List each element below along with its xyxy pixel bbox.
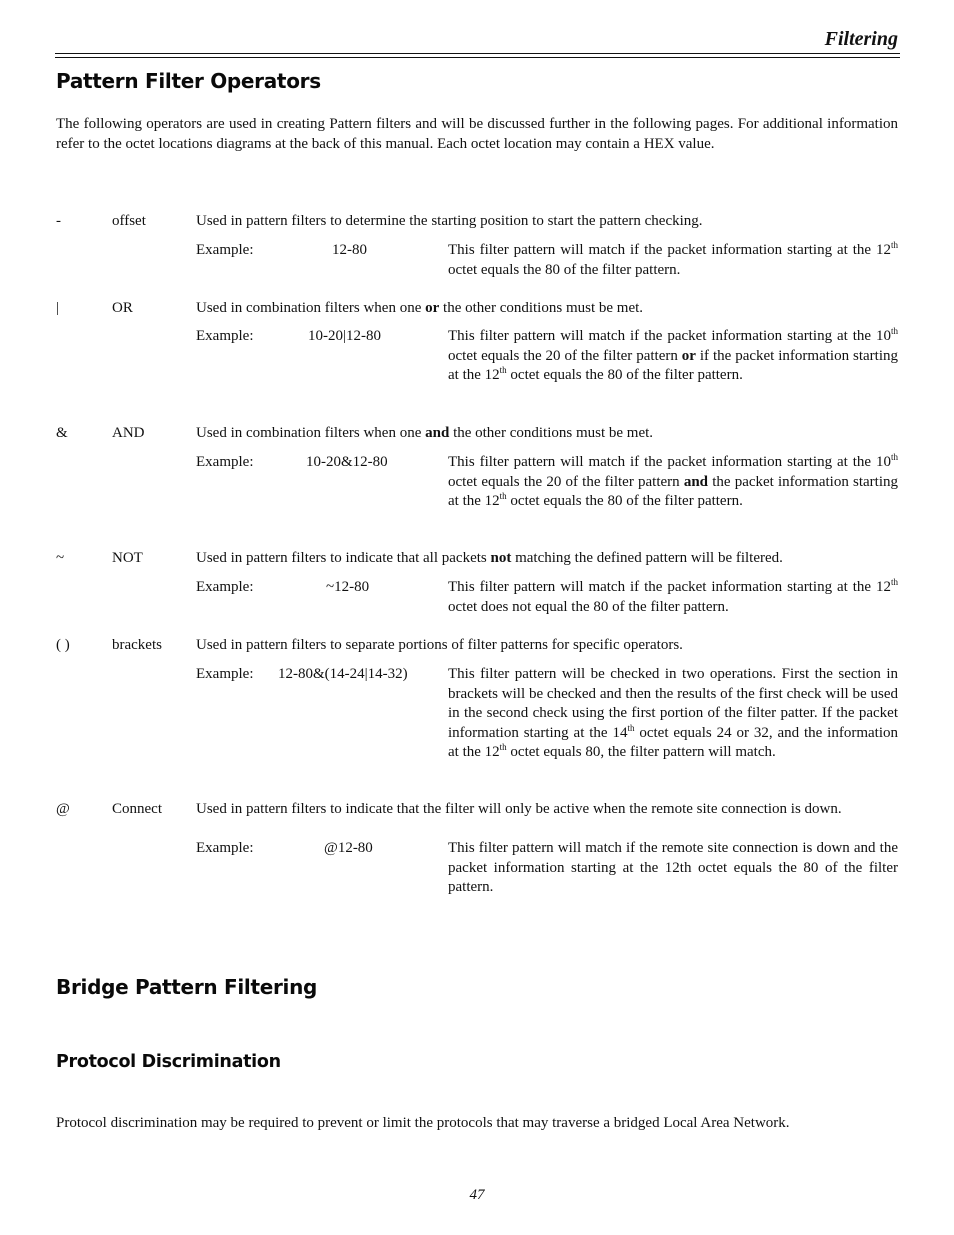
example-explanation: This filter pattern will match if the packet information starting at the 12th octet equals the 80 of the filter pattern.: [448, 240, 898, 278]
operator-description: Used in pattern filters to indicate that the filter will only be active when the remote site connection is down.: [196, 801, 842, 817]
protocol-heading: Protocol Discrimination: [56, 1052, 281, 1072]
operator-description: Used in combination filters when one and the other conditions must be met.: [196, 425, 654, 441]
operator-description: Used in pattern filters to indicate that all packets not matching the defined pattern will be filtered.: [196, 550, 783, 566]
operator-name: NOT: [112, 550, 143, 566]
example-explanation: This filter pattern will be checked in two operations. First the section in brackets will be checked and then the results of the first check will be used in the second check using the first portion of the filter patter. If the packet information starting at the 14th octet equals 24 or 32, and the information at the 12th octet equals 80, the filter pattern will match.: [448, 666, 898, 760]
example-value: 12-80: [332, 242, 367, 258]
header-rule-thin: [55, 57, 900, 58]
example-value: 10-20|12-80: [308, 328, 381, 344]
operator-symbol: &: [56, 425, 68, 441]
section-heading: Pattern Filter Operators: [56, 69, 321, 93]
example-label: Example:: [196, 328, 254, 344]
example-value: ~12-80: [326, 579, 370, 595]
page-number: 47: [469, 1187, 485, 1203]
operator-name: AND: [112, 425, 145, 441]
bridge-heading: Bridge Pattern Filtering: [56, 975, 318, 999]
operator-symbol: @: [56, 801, 70, 817]
example-label: Example:: [196, 579, 254, 595]
example-value: 10-20&12-80: [306, 454, 388, 470]
protocol-paragraph: Protocol discrimination may be required to prevent or limit the protocols that may traverse a bridged Local Area Network.: [56, 1115, 790, 1131]
operator-name: OR: [112, 300, 133, 316]
example-label: Example:: [196, 242, 254, 258]
operator-name: offset: [112, 213, 146, 229]
operator-symbol: ( ): [56, 637, 70, 653]
example-explanation: This filter pattern will match if the packet information starting at the 12th octet does not equal the 80 of the filter pattern.: [448, 577, 898, 615]
operator-symbol: -: [56, 213, 61, 229]
running-header-title: Filtering: [824, 28, 898, 50]
example-explanation: This filter pattern will match if the packet information starting at the 10th octet equals the 20 of the filter pattern or if the packet information starting at the 12th octet equals the 80 of the filter pattern.: [448, 326, 898, 383]
example-value: @12-80: [324, 840, 373, 856]
operator-name: brackets: [112, 637, 162, 653]
example-label: Example:: [196, 666, 254, 682]
header-rule: [55, 53, 900, 54]
operator-description: Used in pattern filters to determine the starting position to start the pattern checking.: [196, 213, 703, 229]
example-value: 12-80&(14-24|14-32): [278, 666, 408, 682]
operator-name: Connect: [112, 801, 162, 817]
example-explanation: This filter pattern will match if the remote site connection is down and the packet information starting at the 12th octet equals the 80 of the filter pattern.: [448, 840, 898, 895]
example-explanation: This filter pattern will match if the packet information starting at the 10th octet equals the 20 of the filter pattern and the packet information starting at the 12th octet equals the 80 of the filter pattern.: [448, 452, 898, 509]
operator-description: Used in combination filters when one or the other conditions must be met.: [196, 300, 644, 316]
example-label: Example:: [196, 454, 254, 470]
operator-symbol: ~: [56, 550, 65, 566]
operator-description: Used in pattern filters to separate portions of filter patterns for specific operators.: [196, 637, 683, 653]
intro-paragraph: The following operators are used in creating Pattern filters and will be discussed further in the following pages. For additional information refer to the octet locations diagrams at the back of this manual. Each octet location may contain a HEX value.: [56, 116, 898, 152]
example-label: Example:: [196, 840, 254, 856]
operator-symbol: |: [56, 300, 60, 316]
